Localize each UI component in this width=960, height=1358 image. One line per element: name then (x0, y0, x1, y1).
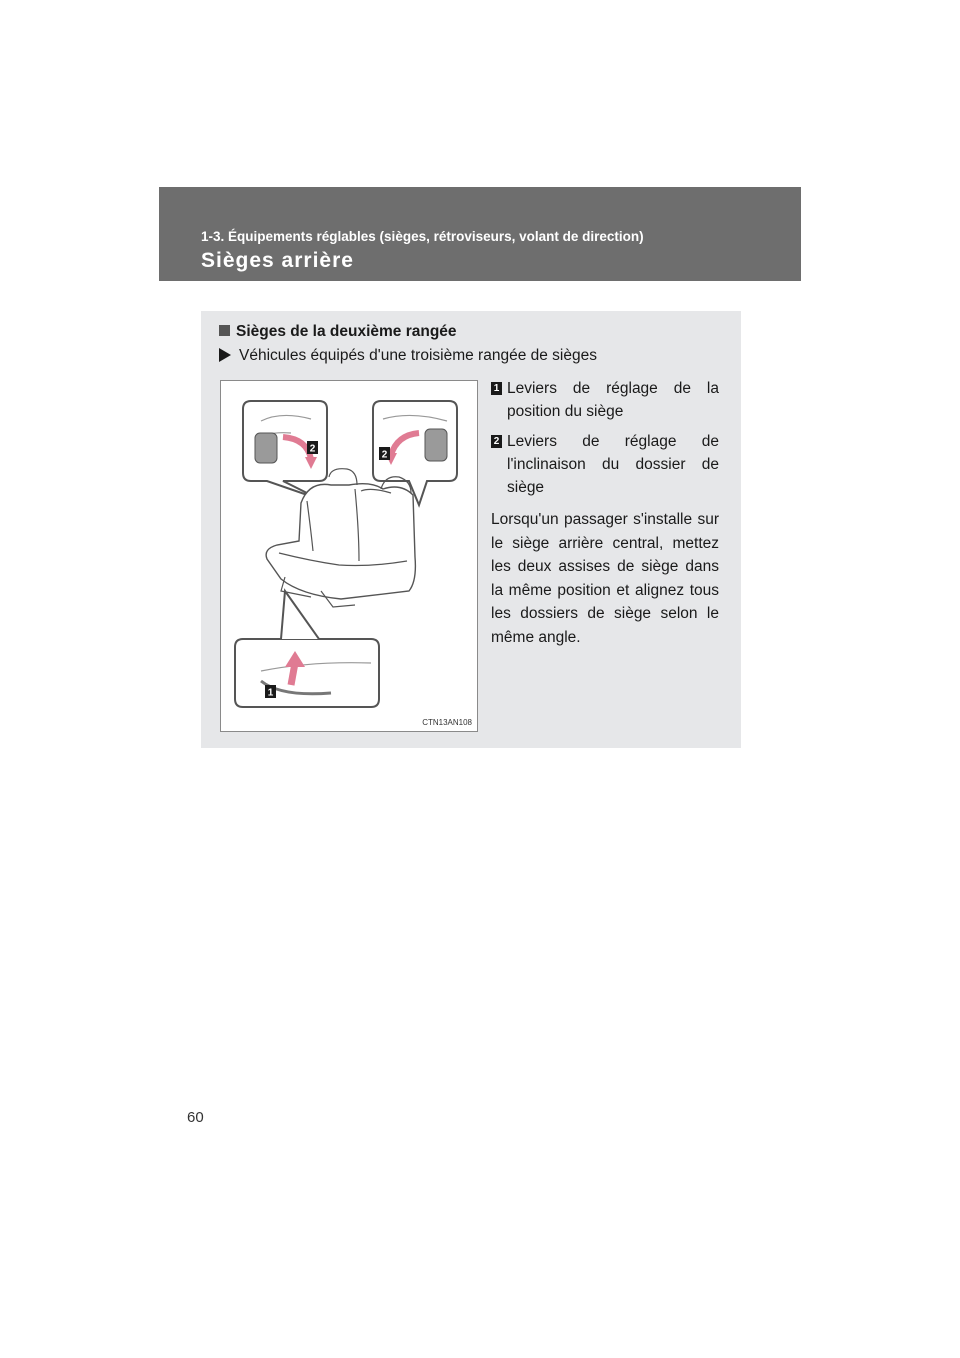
section-reference: 1-3. Équipements réglables (sièges, rétroviseurs, volant de direction) (201, 229, 644, 244)
figure-code: CTN13AN108 (422, 718, 472, 727)
callout-1: 1 (267, 687, 274, 699)
content-panel (201, 311, 741, 748)
legend (491, 377, 719, 649)
square-bullet-icon (219, 325, 230, 336)
vehicle-variant (219, 347, 597, 365)
triangle-bullet-icon (219, 348, 231, 362)
subheading (219, 323, 457, 341)
legend-item (491, 377, 719, 423)
legend-text: Leviers de réglage de la position du siège (507, 380, 719, 420)
page-title: Sièges arrière (201, 249, 354, 272)
legend-number-badge: 1 (491, 382, 502, 395)
page-number: 60 (187, 1109, 204, 1126)
subheading-text: Sièges de la deuxième rangée (236, 323, 457, 340)
variant-text: Véhicules équipés d'une troisième rangée de sièges (239, 347, 597, 364)
seat-illustration (220, 380, 478, 732)
legend-text: Leviers de réglage de l'inclinaison du dossier de siège (507, 433, 719, 496)
legend-item (491, 430, 719, 499)
header-band (159, 187, 801, 281)
callout-2-right: 2 (381, 449, 388, 461)
callout-2-left: 2 (309, 443, 316, 455)
legend-number-badge: 2 (491, 435, 502, 448)
usage-note: Lorsqu'un passager s'installe sur le siège arrière central, mettez les deux assises de siège dans la même position et alignez tous les dossiers de siège selon le même angle. (491, 511, 719, 646)
rear-seat-drawing-icon (221, 381, 477, 731)
